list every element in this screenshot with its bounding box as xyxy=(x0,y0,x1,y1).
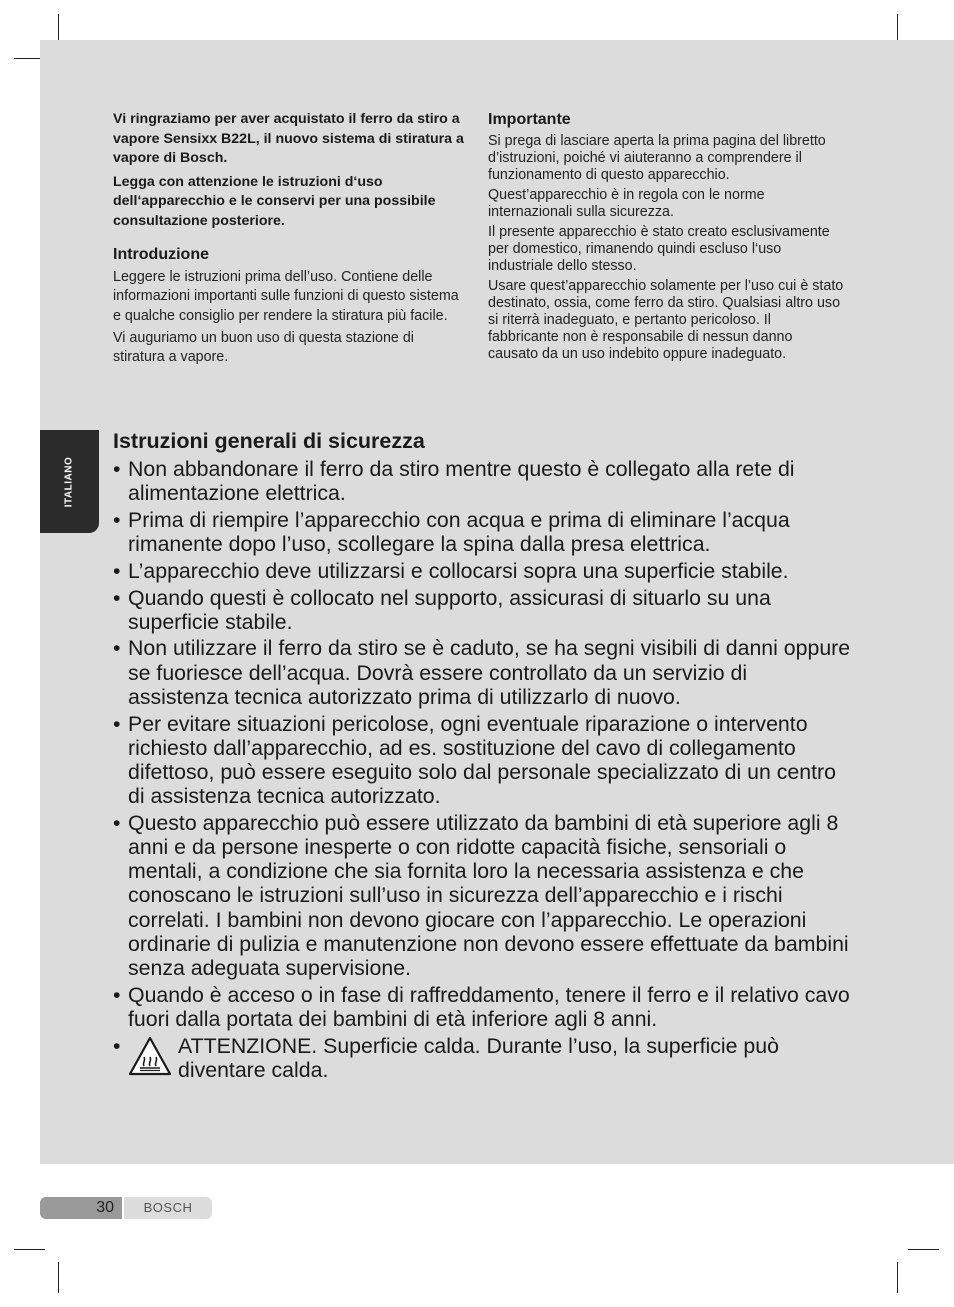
safety-heading: Istruzioni generali di sicurezza xyxy=(113,429,425,453)
intro-heading: Introduzione xyxy=(113,246,209,263)
list-item-text: Non abbandonare il ferro da stiro mentre questo è collegato alla rete di alimentazione elettrica. xyxy=(128,457,795,506)
bullet: • xyxy=(113,711,121,736)
crop-mark xyxy=(897,1262,898,1293)
list-item-text: Quando è acceso o in fase di raffreddamento, tenere il ferro e il relativo cavo fuori dalla portata dei bambini di età inferiore agli 8 anni. xyxy=(128,982,850,1031)
list-item-text: Prima di riempire l’apparecchio con acqua e prima di eliminare l’acqua rimanente dopo l’uso, scollegare la spina dalla presa elettrica. xyxy=(128,507,790,557)
important-paragraph: Usare quest’apparecchio solamente per l’uso cui è stato destinato, ossia, come ferro da stiro. Qualsiasi altro uso si riterrà inadeguato, e pertanto pericoloso. Il fabbricante non è responsabile di nessun danno causato da un uso indebito oppure inadeguato. xyxy=(488,278,844,362)
list-item-text: Questo apparecchio può essere utilizzato da bambini di età superiore agli 8 anni e da persone inesperte o con ridotte capacità fisiche, sensoriali o mentali, a condizione che sia fornita loro la necessaria assistenza e che conoscano le istruzioni sull’uso in sicurezza dell’apparecchio e i rischi correlati. I bambini non devono giocare con l’apparecchio. Le operazioni ordinarie di pulizia e manutenzione non devono essere effettuate da bambini senza adeguata supervisione. xyxy=(128,810,849,981)
important-paragraph: Il presente apparecchio è stato creato esclusivamente per domestico, rimanendo quindi escluso l‘uso industriale dello stesso. xyxy=(488,224,830,274)
crop-mark xyxy=(58,1262,59,1293)
warning-item xyxy=(113,1034,853,1082)
important-paragraph: Si prega di lasciare aperta la prima pagina del libretto d’istruzioni, poiché vi aiuteranno a comprendere il funzionamento di questo apparecchio. xyxy=(488,133,826,183)
intro-paragraph: Leggere le istruzioni prima dell’uso. Contiene delle informazioni importanti sulle funzioni di questo sistema e qualche consiglio per rendere la stiratura più facile. xyxy=(113,269,459,324)
bullet: • xyxy=(113,636,121,661)
list-item xyxy=(113,457,853,505)
safety-section xyxy=(113,428,853,1085)
page-footer xyxy=(40,1197,212,1220)
list-item-text: Quando questi è collocato nel supporto, assicurasi di situarlo su una superficie stabile. xyxy=(128,585,771,634)
important-column xyxy=(488,110,844,366)
crop-mark xyxy=(14,1249,45,1250)
list-item xyxy=(113,508,853,556)
intro-paragraph: Vi auguriamo un buon uso di questa stazione di stiratura a vapore. xyxy=(113,329,414,366)
important-heading: Importante xyxy=(488,111,571,128)
list-item-text: Per evitare situazioni pericolose, ogni eventuale riparazione o intervento richiesto dall’apparecchio, ad es. sostituzione del cavo di collegamento difettoso, può essere eseguito solo dal personale specializzato di un centro di assistenza tecnica autorizzato. xyxy=(128,711,836,809)
warning-text: ATTENZIONE. Superficie calda. Durante l’uso, la superficie può diventare calda. xyxy=(178,1033,779,1082)
list-item xyxy=(113,586,853,634)
list-item xyxy=(113,712,853,809)
language-tab-label: ITALIANO xyxy=(63,456,75,508)
read-carefully-paragraph: Legga con attenzione le istruzioni d‘uso dell‘apparecchio e le conservi per una possibile consultazione posteriore. xyxy=(113,173,436,229)
list-item-text: Non utilizzare il ferro da stiro se è caduto, se ha segni visibili di danni oppure se fuoriesce dell’acqua. Dovrà essere controllato da un servizio di assistenza tecnica autorizzato prima di utilizzarlo di nuovo. xyxy=(128,636,851,709)
bullet: • xyxy=(113,1033,121,1058)
safety-list xyxy=(113,457,853,1082)
crop-mark xyxy=(908,1249,939,1250)
list-item-text: L’apparecchio deve utilizzarsi e collocarsi sopra una superficie stabile. xyxy=(128,558,789,583)
bullet: • xyxy=(113,558,121,583)
bullet: • xyxy=(113,585,121,610)
brand-label: BOSCH xyxy=(124,1197,212,1219)
thanks-paragraph: Vi ringraziamo per aver acquistato il ferro da stiro a vapore Sensixx B22L, il nuovo sistema di stiratura a vapore di Bosch. xyxy=(113,111,464,166)
list-item xyxy=(113,811,853,980)
bullet: • xyxy=(113,457,121,481)
list-item xyxy=(113,559,853,583)
bullet: • xyxy=(113,982,121,1007)
language-tab xyxy=(40,430,99,533)
important-paragraph: Quest’apparecchio è in regola con le norme internazionali sulla sicurezza. xyxy=(488,187,765,220)
page-number: 30 xyxy=(96,1199,114,1216)
list-item xyxy=(113,636,853,709)
bullet: • xyxy=(113,810,121,835)
bullet: • xyxy=(113,507,121,532)
list-item xyxy=(113,983,853,1031)
intro-column xyxy=(113,110,469,370)
page-number-box xyxy=(40,1197,122,1219)
hot-surface-warning-icon xyxy=(128,1036,172,1076)
